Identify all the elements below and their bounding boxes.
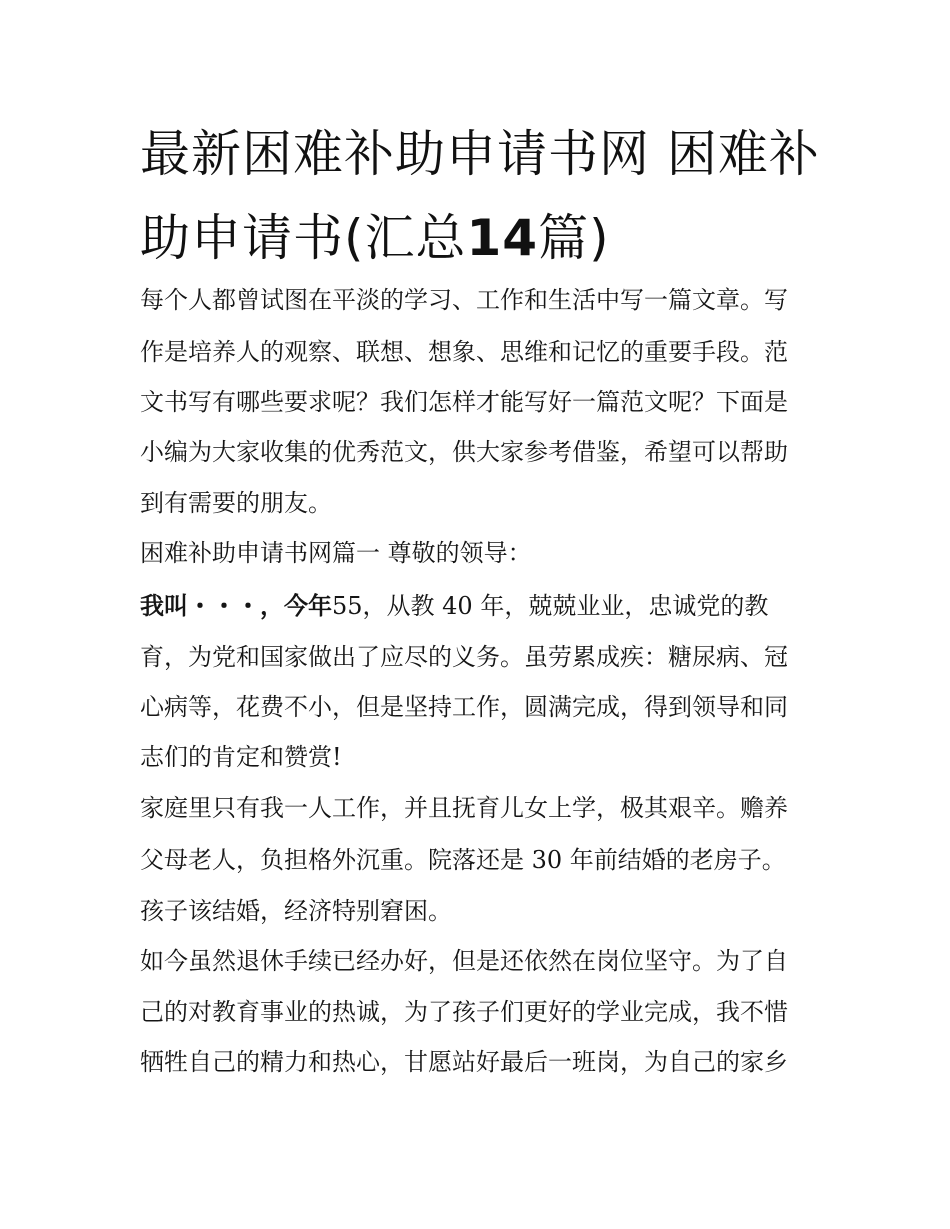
para3-line-1: 如今虽然退休手续已经办好，但是还依然在岗位坚守。为了自 (140, 947, 788, 975)
section-heading: 困难补助申请书网篇一 尊敬的领导： (140, 539, 532, 567)
para2-line-3: 孩子该结婚，经济特别窘困。 (140, 897, 452, 925)
intro-line-5: 到有需要的朋友。 (140, 489, 332, 517)
title-line-2a: 助申请书(汇总 (140, 209, 467, 267)
intro-line-4: 小编为大家收集的优秀范文，供大家参考借鉴，希望可以帮助 (140, 438, 788, 466)
intro-line-3: 文书写有哪些要求呢？我们怎样才能写好一篇范文呢？下面是 (140, 388, 788, 416)
title-line-2b: 篇) (538, 209, 610, 267)
title-count: 14 (466, 209, 539, 267)
intro-line-2: 作是培养人的观察、联想、想象、思维和记忆的重要手段。范 (140, 338, 788, 366)
document-title (140, 112, 820, 280)
title-line-1: 最新困难补助申请书网 困难补 (140, 125, 820, 183)
para3-line-2: 己的对教育事业的热诚，为了孩子们更好的学业完成，我不惜 (140, 998, 788, 1026)
para2-line-1: 家庭里只有我一人工作，并且抚育儿女上学，极其艰辛。赡养 (140, 794, 788, 822)
para3-line-3: 牺牲自己的精力和热心，甘愿站好最后一班岗，为自己的家乡 (140, 1048, 788, 1076)
para1-rest: 55，从教 40 年，兢兢业业，忠诚党的教 (332, 592, 769, 620)
para1-line-1 (140, 591, 820, 621)
para1-line-3: 心病等，花费不小，但是坚持工作，圆满完成，得到领导和同 (140, 693, 788, 721)
para1-line-4: 志们的肯定和赞赏! (140, 743, 342, 771)
para1-lead: 我叫・・・，今年 (140, 592, 332, 620)
intro-line-1: 每个人都曾试图在平淡的学习、工作和生活中写一篇文章。写 (140, 286, 788, 314)
para2-line-2: 父母老人，负担格外沉重。院落还是 30 年前结婚的老房子。 (140, 846, 786, 874)
para1-line-2: 育，为党和国家做出了应尽的义务。虽劳累成疾：糖尿病、冠 (140, 643, 788, 671)
